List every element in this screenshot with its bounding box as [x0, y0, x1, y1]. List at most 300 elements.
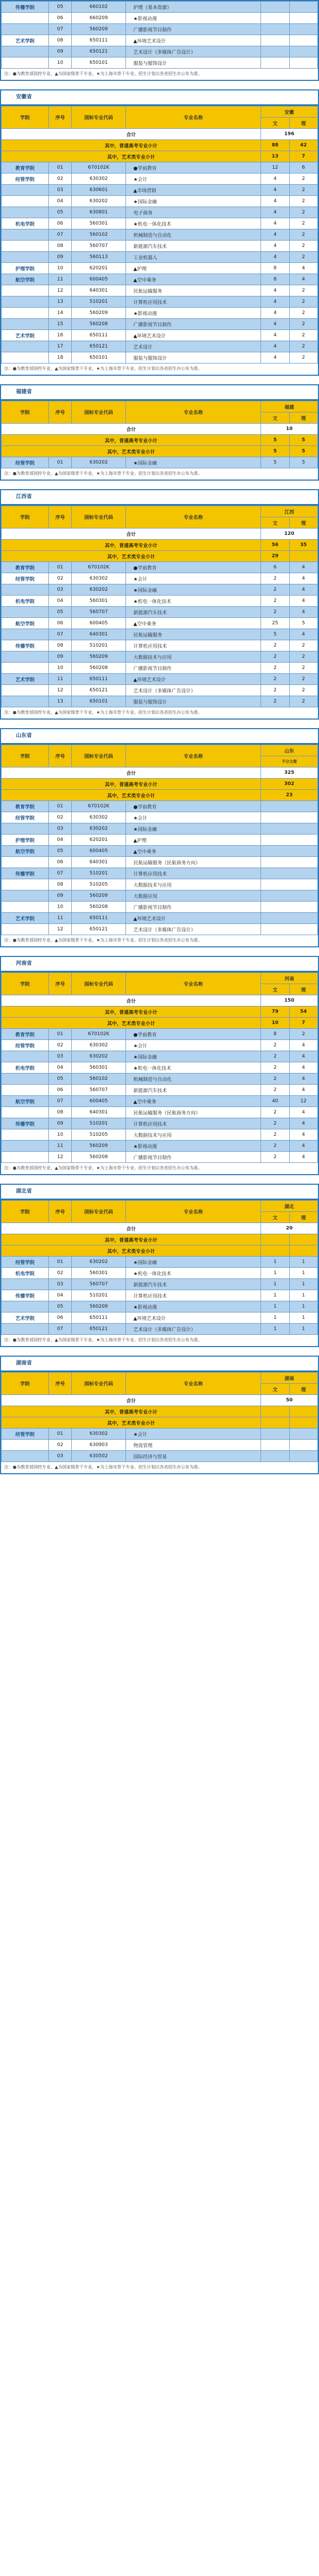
- code-cell: 650111: [72, 1312, 126, 1324]
- table-row: [2, 229, 318, 241]
- table-row: [2, 663, 318, 674]
- quota-cell: 6: [289, 162, 317, 174]
- subtotal-label: 其中，普通高考专业小计: [2, 435, 261, 446]
- header-cell: 学院: [2, 1373, 49, 1395]
- quota-cell: 2: [261, 651, 289, 663]
- code-cell: 560209: [72, 308, 126, 319]
- subtotal-row: [2, 1234, 318, 1245]
- footnote: 注：●为教育部国控专业，▲为国家级骨干专业，★为上海市骨干专业。招生计划以各省招生办公布为准。: [4, 471, 203, 476]
- table-cell: [261, 24, 289, 35]
- seq-cell: 09: [48, 252, 71, 263]
- header-cell: 不分文理: [261, 756, 318, 767]
- table-row: [2, 1029, 318, 1040]
- major-name: 广播影视节目制作: [125, 1152, 261, 1163]
- table-row: [2, 1074, 318, 1085]
- total-label: 合计: [2, 529, 261, 540]
- quota-cell: 4: [289, 1051, 317, 1062]
- seq-cell: 10: [48, 902, 71, 913]
- table-row: [2, 846, 318, 857]
- province-title: 山东省: [1, 729, 318, 745]
- table-row: [2, 674, 318, 685]
- table-row: [2, 330, 318, 341]
- subtotal-row: [2, 1245, 318, 1257]
- province-block-0: [0, 89, 319, 376]
- code-cell: 630302: [72, 812, 126, 823]
- major-name: ●学前教育: [125, 562, 261, 573]
- quota-cell: 2: [261, 696, 289, 707]
- college-cell: [2, 341, 49, 352]
- seq-cell: 06: [48, 618, 71, 629]
- quota-cell: 2: [289, 229, 317, 241]
- table-row: [2, 457, 318, 468]
- province-title: 江西省: [1, 490, 318, 506]
- college-cell: [2, 651, 49, 663]
- header-cell: 学院: [2, 973, 49, 995]
- college-cell: 传播学院: [2, 2, 49, 13]
- quota-cell: [261, 835, 318, 846]
- subtotal-row: [2, 140, 318, 151]
- subtotal-value: 79: [261, 1006, 289, 1018]
- table-row: [2, 913, 318, 924]
- total-label: 合计: [2, 129, 261, 140]
- province-block-5: [0, 1184, 319, 1347]
- seq-cell: 02: [48, 1440, 71, 1451]
- major-name: 服装与服饰设计: [125, 57, 261, 69]
- header-cell: 湖北: [261, 1201, 318, 1212]
- college-cell: [2, 607, 49, 618]
- major-name: 艺术设计（多媒体广告设计）: [125, 685, 261, 696]
- subtotal-value: 35: [289, 540, 317, 551]
- college-cell: [2, 207, 49, 218]
- major-name: 艺术设计: [125, 341, 261, 352]
- quota-cell: 25: [261, 618, 289, 629]
- seq-cell: 01: [48, 562, 71, 573]
- quota-cell: [261, 1440, 289, 1451]
- header-cell: 国标专业代码: [72, 401, 126, 424]
- subtotal-value: [261, 1245, 289, 1257]
- subtotal-value: 23: [261, 790, 318, 801]
- college-cell: [2, 663, 49, 674]
- quota-cell: 1: [289, 1290, 317, 1301]
- quota-cell: 4: [289, 584, 317, 596]
- code-cell: 630202: [72, 823, 126, 835]
- footnote: 注：●为教育部国控专业，▲为国家级骨干专业，★为上海市骨干专业。招生计划以各省招生办公布为准。: [4, 710, 203, 715]
- header-cell: 文: [261, 412, 289, 424]
- seq-cell: 13: [48, 296, 71, 308]
- quota-cell: 4: [289, 1141, 317, 1152]
- table-row: [2, 1040, 318, 1051]
- seq-cell: 11: [48, 1141, 71, 1152]
- table-cell: 08: [48, 35, 71, 46]
- quota-cell: 1: [289, 1279, 317, 1290]
- table-row: [2, 823, 318, 835]
- code-cell: 630202: [72, 584, 126, 596]
- header-cell: 专业名称: [125, 1373, 261, 1395]
- quota-cell: [289, 1451, 317, 1462]
- subtotal-label: 其中，普通高考专业小计: [2, 1006, 261, 1018]
- table-cell: 09: [48, 46, 71, 57]
- total-value: 20: [261, 1223, 318, 1234]
- quota-cell: 2: [261, 1051, 289, 1062]
- subtotal-row: [2, 551, 318, 562]
- table-header: [2, 106, 318, 118]
- college-cell: [2, 1451, 49, 1462]
- table-row: [2, 2, 318, 13]
- header-cell: 专业名称: [125, 401, 261, 424]
- total-row: [2, 995, 318, 1006]
- code-cell: 640301: [72, 857, 126, 868]
- header-cell: 安徽: [261, 106, 318, 118]
- major-name: ▲市场营销: [125, 185, 261, 196]
- seq-cell: 03: [48, 1279, 71, 1290]
- header-cell: 文: [261, 1212, 289, 1223]
- code-cell: 560209: [72, 1301, 126, 1312]
- table-cell: 10: [48, 57, 71, 69]
- footnote: 注：●为教育部国控专业，▲为国家级骨干专业，★为上海市骨干专业。招生计划以各省招生办公布为准。: [4, 938, 203, 943]
- code-cell: 510205: [72, 1129, 126, 1141]
- table-cell: [289, 24, 317, 35]
- college-cell: [2, 823, 49, 835]
- college-cell: 传播学院: [2, 640, 49, 651]
- major-name: ▲护理: [125, 835, 261, 846]
- header-cell: 专业名称: [125, 506, 261, 529]
- province-block-partial: [0, 0, 319, 81]
- college-cell: [2, 696, 49, 707]
- college-cell: 传播学院: [2, 1290, 49, 1301]
- table-row: [2, 1440, 318, 1451]
- quota-cell: 4: [261, 174, 289, 185]
- seq-cell: 11: [48, 674, 71, 685]
- seq-cell: 04: [48, 196, 71, 207]
- table-row: [2, 1085, 318, 1096]
- quota-cell: 1: [289, 1301, 317, 1312]
- quota-cell: 4: [289, 629, 317, 640]
- province-block-1: [0, 384, 319, 481]
- quota-cell: 2: [289, 196, 317, 207]
- quota-cell: 4: [261, 241, 289, 252]
- total-label: 合计: [2, 1223, 261, 1234]
- quota-cell: 2: [289, 185, 317, 196]
- quota-cell: 2: [261, 607, 289, 618]
- header-cell: 学院: [2, 106, 49, 129]
- code-cell: 650121: [72, 924, 126, 935]
- code-cell: 630202: [72, 457, 126, 468]
- major-name: 新能源汽车技术: [125, 1085, 261, 1096]
- seq-cell: 03: [48, 1451, 71, 1462]
- table-row: [2, 1312, 318, 1324]
- quota-cell: 4: [289, 573, 317, 584]
- quota-cell: 2: [261, 1085, 289, 1096]
- subtotal-value: 42: [289, 140, 317, 151]
- major-name: 新能源汽车技术: [125, 607, 261, 618]
- quota-cell: 6: [261, 562, 289, 573]
- seq-cell: 05: [48, 1301, 71, 1312]
- table-cell: 05: [48, 2, 71, 13]
- code-cell: 560208: [72, 319, 126, 330]
- code-cell: 600405: [72, 1096, 126, 1107]
- table-row: [2, 562, 318, 573]
- header-cell: 国标专业代码: [72, 106, 126, 129]
- province-title: 福建省: [1, 385, 318, 401]
- subtotal-value: [289, 1406, 317, 1417]
- quota-cell: 2: [289, 174, 317, 185]
- code-cell: 560707: [72, 1279, 126, 1290]
- seq-cell: 07: [48, 229, 71, 241]
- college-cell: [2, 24, 49, 35]
- footnote: 注：●为教育部国控专业，▲为国家级骨干专业，★为上海市骨干专业。招生计划以各省招生办公布为准。: [4, 1337, 203, 1342]
- college-cell: [2, 857, 49, 868]
- table-row: [2, 879, 318, 890]
- college-cell: [2, 285, 49, 296]
- college-cell: 经管学院: [2, 1257, 49, 1268]
- table-header: [2, 745, 318, 756]
- header-cell: 专业名称: [125, 973, 261, 995]
- header-cell: 理: [289, 517, 317, 529]
- table-row: [2, 319, 318, 330]
- code-cell: 600405: [72, 274, 126, 285]
- major-name: ▲空中乘务: [125, 618, 261, 629]
- table-row: [2, 685, 318, 696]
- subtotal-row: [2, 435, 318, 446]
- college-cell: [2, 879, 49, 890]
- code-cell: 670102K: [72, 162, 126, 174]
- header-cell: 国标专业代码: [72, 973, 126, 995]
- header-cell: 江西: [261, 506, 318, 517]
- major-name: 大数据技术与应用: [125, 651, 261, 663]
- table-cell: [289, 35, 317, 46]
- code-cell: 650121: [72, 1324, 126, 1335]
- major-name: ★国际金融: [125, 584, 261, 596]
- total-row: [2, 424, 318, 435]
- subtotal-value: 13: [261, 151, 289, 162]
- college-cell: [2, 1085, 49, 1096]
- seq-cell: 06: [48, 218, 71, 229]
- college-cell: [2, 57, 49, 69]
- table-row: [2, 1324, 318, 1335]
- code-cell: 630601: [72, 185, 126, 196]
- subtotal-label: 其中，普通高考专业小计: [2, 779, 261, 790]
- code-cell: 630202: [72, 196, 126, 207]
- code-cell: 560209: [72, 890, 126, 902]
- seq-cell: 03: [48, 584, 71, 596]
- quota-cell: 4: [261, 252, 289, 263]
- total-row: [2, 129, 318, 140]
- seq-cell: 06: [48, 1085, 71, 1096]
- quota-cell: 4: [289, 263, 317, 274]
- table-row: [2, 801, 318, 812]
- college-cell: 教育学院: [2, 801, 49, 812]
- header-cell: 国标专业代码: [72, 506, 126, 529]
- seq-cell: 15: [48, 319, 71, 330]
- header-cell: 学院: [2, 506, 49, 529]
- province-title: 湖北省: [1, 1185, 318, 1200]
- seq-cell: 07: [48, 1096, 71, 1107]
- header-cell: 序号: [48, 1373, 71, 1395]
- major-name: ▲环境艺术设计: [125, 913, 261, 924]
- college-cell: [2, 1279, 49, 1290]
- table-row: [2, 1096, 318, 1107]
- table-row: [2, 835, 318, 846]
- college-cell: [2, 629, 49, 640]
- seq-cell: 14: [48, 308, 71, 319]
- header-cell: 专业名称: [125, 106, 261, 129]
- table-row: [2, 218, 318, 229]
- table-row: [2, 252, 318, 263]
- code-cell: 560208: [72, 1152, 126, 1163]
- table-row: [2, 1268, 318, 1279]
- subtotal-value: 5: [261, 435, 289, 446]
- college-cell: 航空学院: [2, 846, 49, 857]
- subtotal-row: [2, 790, 318, 801]
- major-name: ▲环境艺术设计: [125, 1312, 261, 1324]
- seq-cell: 10: [48, 1129, 71, 1141]
- subtotal-value: [289, 1417, 317, 1429]
- code-cell: 560301: [72, 218, 126, 229]
- table-row: [2, 1301, 318, 1312]
- seq-cell: 10: [48, 263, 71, 274]
- seq-cell: 07: [48, 868, 71, 879]
- header-cell: 湖南: [261, 1373, 318, 1384]
- subtotal-value: 7: [289, 1018, 317, 1029]
- subtotal-row: [2, 1417, 318, 1429]
- code-cell: 600405: [72, 846, 126, 857]
- quota-cell: 2: [261, 1141, 289, 1152]
- quota-cell: 4: [261, 218, 289, 229]
- footnote: 注：●为教育部国控专业，▲为国家级骨干专业，★为上海市骨干专业。招生计划以各省招生办公布为准。: [4, 71, 203, 76]
- table-row: [2, 1118, 318, 1129]
- major-name: 广播影视节目制作: [125, 319, 261, 330]
- college-cell: [2, 1324, 49, 1335]
- subtotal-label: 其中，艺术类专业小计: [2, 1018, 261, 1029]
- major-name: 民航运输服务: [125, 629, 261, 640]
- quota-cell: 4: [261, 330, 289, 341]
- quota-cell: 2: [289, 685, 317, 696]
- college-cell: [2, 1129, 49, 1141]
- table-row: [2, 285, 318, 296]
- major-name: ★机电一体化技术: [125, 218, 261, 229]
- quota-cell: 2: [289, 663, 317, 674]
- subtotal-label: 其中，艺术类专业小计: [2, 551, 261, 562]
- header-cell: 理: [289, 412, 317, 424]
- major-name: 艺术设计（多媒体广告设计）: [125, 924, 261, 935]
- seq-cell: 06: [48, 1312, 71, 1324]
- table-row: [2, 162, 318, 174]
- college-cell: 机电学院: [2, 1062, 49, 1074]
- code-cell: 640301: [72, 285, 126, 296]
- quota-cell: [261, 846, 318, 857]
- major-name: 服装与服饰设计: [125, 696, 261, 707]
- quota-cell: [261, 924, 318, 935]
- major-name: ●学前教育: [125, 162, 261, 174]
- quota-cell: 1: [261, 1324, 289, 1335]
- subtotal-label: 其中，艺术类专业小计: [2, 151, 261, 162]
- code-cell: 510201: [72, 1118, 126, 1129]
- college-cell: 经管学院: [2, 457, 49, 468]
- header-cell: 序号: [48, 1201, 71, 1223]
- major-name: ★影视动漫: [125, 1301, 261, 1312]
- quota-cell: 12: [289, 1096, 317, 1107]
- quota-cell: 2: [289, 651, 317, 663]
- quota-cell: 1: [289, 1324, 317, 1335]
- table-row: [2, 308, 318, 319]
- quota-cell: 8: [261, 1029, 289, 1040]
- college-cell: [2, 902, 49, 913]
- table-cell: [261, 13, 289, 24]
- college-cell: 艺术学院: [2, 674, 49, 685]
- major-name: ●学前教育: [125, 1029, 261, 1040]
- code-cell: 620201: [72, 263, 126, 274]
- seq-cell: 03: [48, 1051, 71, 1062]
- quota-cell: 2: [261, 1118, 289, 1129]
- major-name: ★会计: [125, 174, 261, 185]
- table-row: [2, 1152, 318, 1163]
- college-cell: 艺术学院: [2, 35, 49, 46]
- code-cell: 630202: [72, 1051, 126, 1062]
- subtotal-label: 其中，普通高考专业小计: [2, 540, 261, 551]
- table-row: [2, 352, 318, 364]
- quota-cell: 2: [289, 319, 317, 330]
- seq-cell: 12: [48, 285, 71, 296]
- college-cell: [2, 352, 49, 364]
- college-cell: [2, 1074, 49, 1085]
- major-name: 机械制造与自动化: [125, 1074, 261, 1085]
- header-cell: 文: [261, 118, 289, 129]
- subtotal-label: 其中，艺术类专业小计: [2, 1245, 261, 1257]
- major-name: ▲环境艺术设计: [125, 674, 261, 685]
- quota-cell: [261, 868, 318, 879]
- quota-cell: 5: [261, 457, 289, 468]
- table-row: [2, 573, 318, 584]
- college-cell: 传播学院: [2, 1118, 49, 1129]
- seq-cell: 13: [48, 696, 71, 707]
- table-row: [2, 1141, 318, 1152]
- quota-cell: 1: [261, 1268, 289, 1279]
- major-name: 艺术设计（多媒体广告设计）: [125, 46, 261, 57]
- major-name: 大数据技术与应用: [125, 1129, 261, 1141]
- code-cell: 650121: [72, 685, 126, 696]
- quota-cell: 4: [289, 1040, 317, 1051]
- quota-cell: 1: [261, 1290, 289, 1301]
- major-name: ★会计: [125, 1040, 261, 1051]
- quota-cell: 2: [289, 640, 317, 651]
- major-name: 计算机应用技术: [125, 1290, 261, 1301]
- code-cell: 630302: [72, 573, 126, 584]
- quota-cell: 2: [261, 685, 289, 696]
- major-name: ▲环境艺术设计: [125, 330, 261, 341]
- major-name: ★国际金融: [125, 457, 261, 468]
- footnote: 注：●为教育部国控专业，▲为国家级骨干专业，★为上海市骨干专业。招生计划以各省招生办公布为准。: [4, 366, 203, 371]
- college-cell: [2, 252, 49, 263]
- province-title: 安徽省: [1, 90, 318, 106]
- seq-cell: 06: [48, 857, 71, 868]
- seq-cell: 09: [48, 1118, 71, 1129]
- subtotal-label: 其中，艺术类专业小计: [2, 1417, 261, 1429]
- subtotal-label: 其中，普通高考专业小计: [2, 1406, 261, 1417]
- table-row: [2, 812, 318, 823]
- college-cell: 经管学院: [2, 812, 49, 823]
- code-cell: 630302: [72, 174, 126, 185]
- major-name: ▲空中乘务: [125, 1096, 261, 1107]
- quota-cell: 4: [261, 285, 289, 296]
- table-row: [2, 1257, 318, 1268]
- quota-cell: 2: [289, 252, 317, 263]
- major-name: ▲护理: [125, 263, 261, 274]
- quota-cell: 4: [289, 562, 317, 573]
- province-block-4: [0, 956, 319, 1175]
- table-row: [2, 274, 318, 285]
- table-cell: [261, 2, 289, 13]
- subtotal-value: 5: [289, 446, 317, 457]
